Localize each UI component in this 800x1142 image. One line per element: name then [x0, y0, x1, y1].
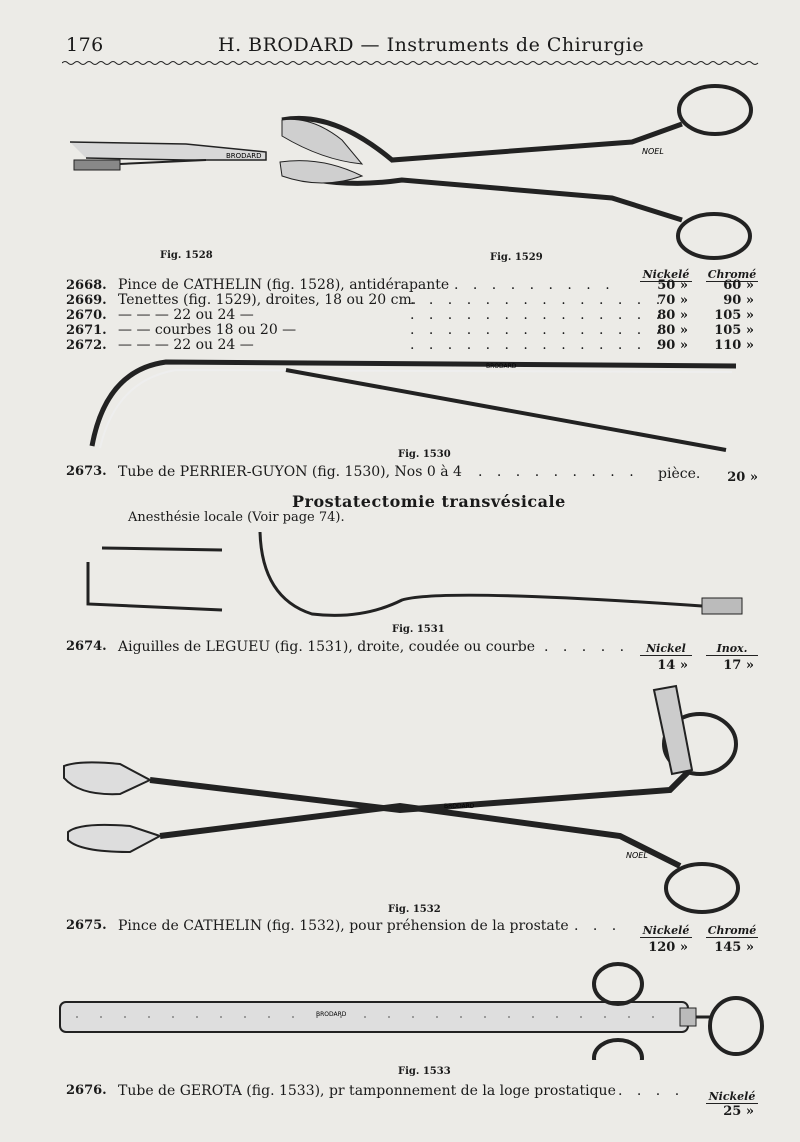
engraving-brodard-1530: BRODARD — [486, 363, 517, 370]
leader-dots: . . . . . — [544, 639, 630, 655]
col-header-nickele: Nickelé — [640, 268, 692, 282]
fig-1532-caption: Fig. 1532 — [388, 904, 441, 915]
item-number: 2672. — [66, 338, 107, 353]
price-2675-nickele: 120 » — [648, 940, 688, 955]
price-nickele: 50 » — [657, 278, 688, 293]
item-number: 2671. — [66, 323, 107, 338]
fig-1530-caption: Fig. 1530 — [398, 449, 451, 460]
item-desc: Pince de CATHELIN (fig. 1528), antidérapante — [118, 277, 450, 293]
col-header-nickele-2675: Nickelé — [640, 924, 692, 938]
tube-1533-illustration — [56, 960, 766, 1060]
needles-1531-illustration — [82, 528, 750, 624]
item-desc: Tenettes (fig. 1529), droites, 18 ou 20 cm. — [118, 292, 417, 308]
col-header-chrome: Chromé — [707, 268, 757, 281]
price-2674-inox: 17 » — [723, 658, 754, 673]
tenettes-1529-illustration — [272, 80, 762, 270]
leader-dots: . . . . . . . . . . . . . . — [410, 307, 666, 323]
page-title: H. BRODARD — Instruments de Chirurgie — [218, 34, 645, 56]
price-2673: 20 » — [727, 470, 758, 485]
item-number-2676: 2676. — [66, 1083, 107, 1098]
price-chrome: 105 » — [714, 308, 754, 323]
engraving-noel-1532: NOEL — [626, 851, 648, 860]
price-chrome: 60 » — [723, 278, 754, 293]
col-header-inox: Inox. — [706, 642, 758, 656]
item-number: 2670. — [66, 308, 107, 323]
unit-label-2673: pièce. — [658, 466, 701, 482]
item-desc-2674: Aiguilles de LEGUEU (fig. 1531), droite, coudée ou courbe — [118, 639, 535, 655]
engraving-brodard-1533: BRODARD — [316, 1011, 347, 1018]
forceps-1528-illustration — [66, 130, 276, 180]
leader-dots: . . . — [574, 918, 622, 934]
price-2674-nickel: 14 » — [657, 658, 688, 673]
leader-dots: . . . . . . . . . — [454, 277, 615, 293]
engraving-brodard: BRODARD — [226, 152, 262, 160]
price-2676-nickele: 25 » — [723, 1104, 754, 1119]
leader-dots: . . . . — [618, 1083, 685, 1099]
item-desc-2676: Tube de GEROTA (fig. 1533), pr tamponnement de la loge prostatique — [118, 1083, 616, 1099]
item-number-2675: 2675. — [66, 918, 107, 933]
section-title: Prostatectomie transvésicale — [292, 492, 566, 511]
item-desc: — — — 22 ou 24 — — [118, 307, 254, 323]
page-number: 176 — [66, 34, 104, 56]
engraving-brodard-1532: BRODARD — [444, 803, 475, 810]
section-note: Anesthésie locale (Voir page 74). — [128, 510, 345, 525]
item-number-2674: 2674. — [66, 639, 107, 654]
fig-1528-caption: Fig. 1528 — [160, 250, 213, 261]
leader-dots: . . . . . . . . . . . . . . — [410, 292, 666, 308]
price-2675-chrome: 145 » — [714, 940, 754, 955]
leader-dots: . . . . . . . . . — [478, 464, 639, 480]
price-nickele: 90 » — [657, 338, 688, 353]
col-header-nickel: Nickel — [640, 642, 692, 656]
header-wavy-rule — [62, 60, 760, 66]
item-number-2673: 2673. — [66, 464, 107, 479]
fig-1529-caption: Fig. 1529 — [490, 252, 543, 263]
col-header-chrome-2675: Chromé — [707, 924, 757, 937]
forceps-1532-illustration — [60, 680, 766, 914]
price-nickele: 80 » — [657, 323, 688, 338]
item-desc: — — — 22 ou 24 — — [118, 337, 254, 353]
price-chrome: 110 » — [714, 338, 754, 353]
leader-dots: . . . . . . . . . . . . . . — [410, 322, 666, 338]
item-desc-2673: Tube de PERRIER-GUYON (fig. 1530), Nos 0 à 4 — [118, 464, 462, 480]
price-chrome: 105 » — [714, 323, 754, 338]
item-number: 2669. — [66, 293, 107, 308]
price-nickele: 80 » — [657, 308, 688, 323]
leader-dots: . . . . . . . . . . . . . . — [410, 337, 666, 353]
price-chrome: 90 » — [723, 293, 754, 308]
col-header-nickele-2676: Nickelé — [706, 1090, 758, 1104]
item-number: 2668. — [66, 278, 107, 293]
item-desc-2675: Pince de CATHELIN (fig. 1532), pour préhension de la prostate — [118, 918, 569, 934]
fig-1531-caption: Fig. 1531 — [392, 624, 445, 635]
tube-1530-illustration — [86, 350, 746, 460]
price-nickele: 70 » — [657, 293, 688, 308]
item-desc: — — courbes 18 ou 20 — — [118, 322, 297, 338]
engraving-noel: NOEL — [642, 147, 664, 156]
fig-1533-caption: Fig. 1533 — [398, 1066, 451, 1077]
